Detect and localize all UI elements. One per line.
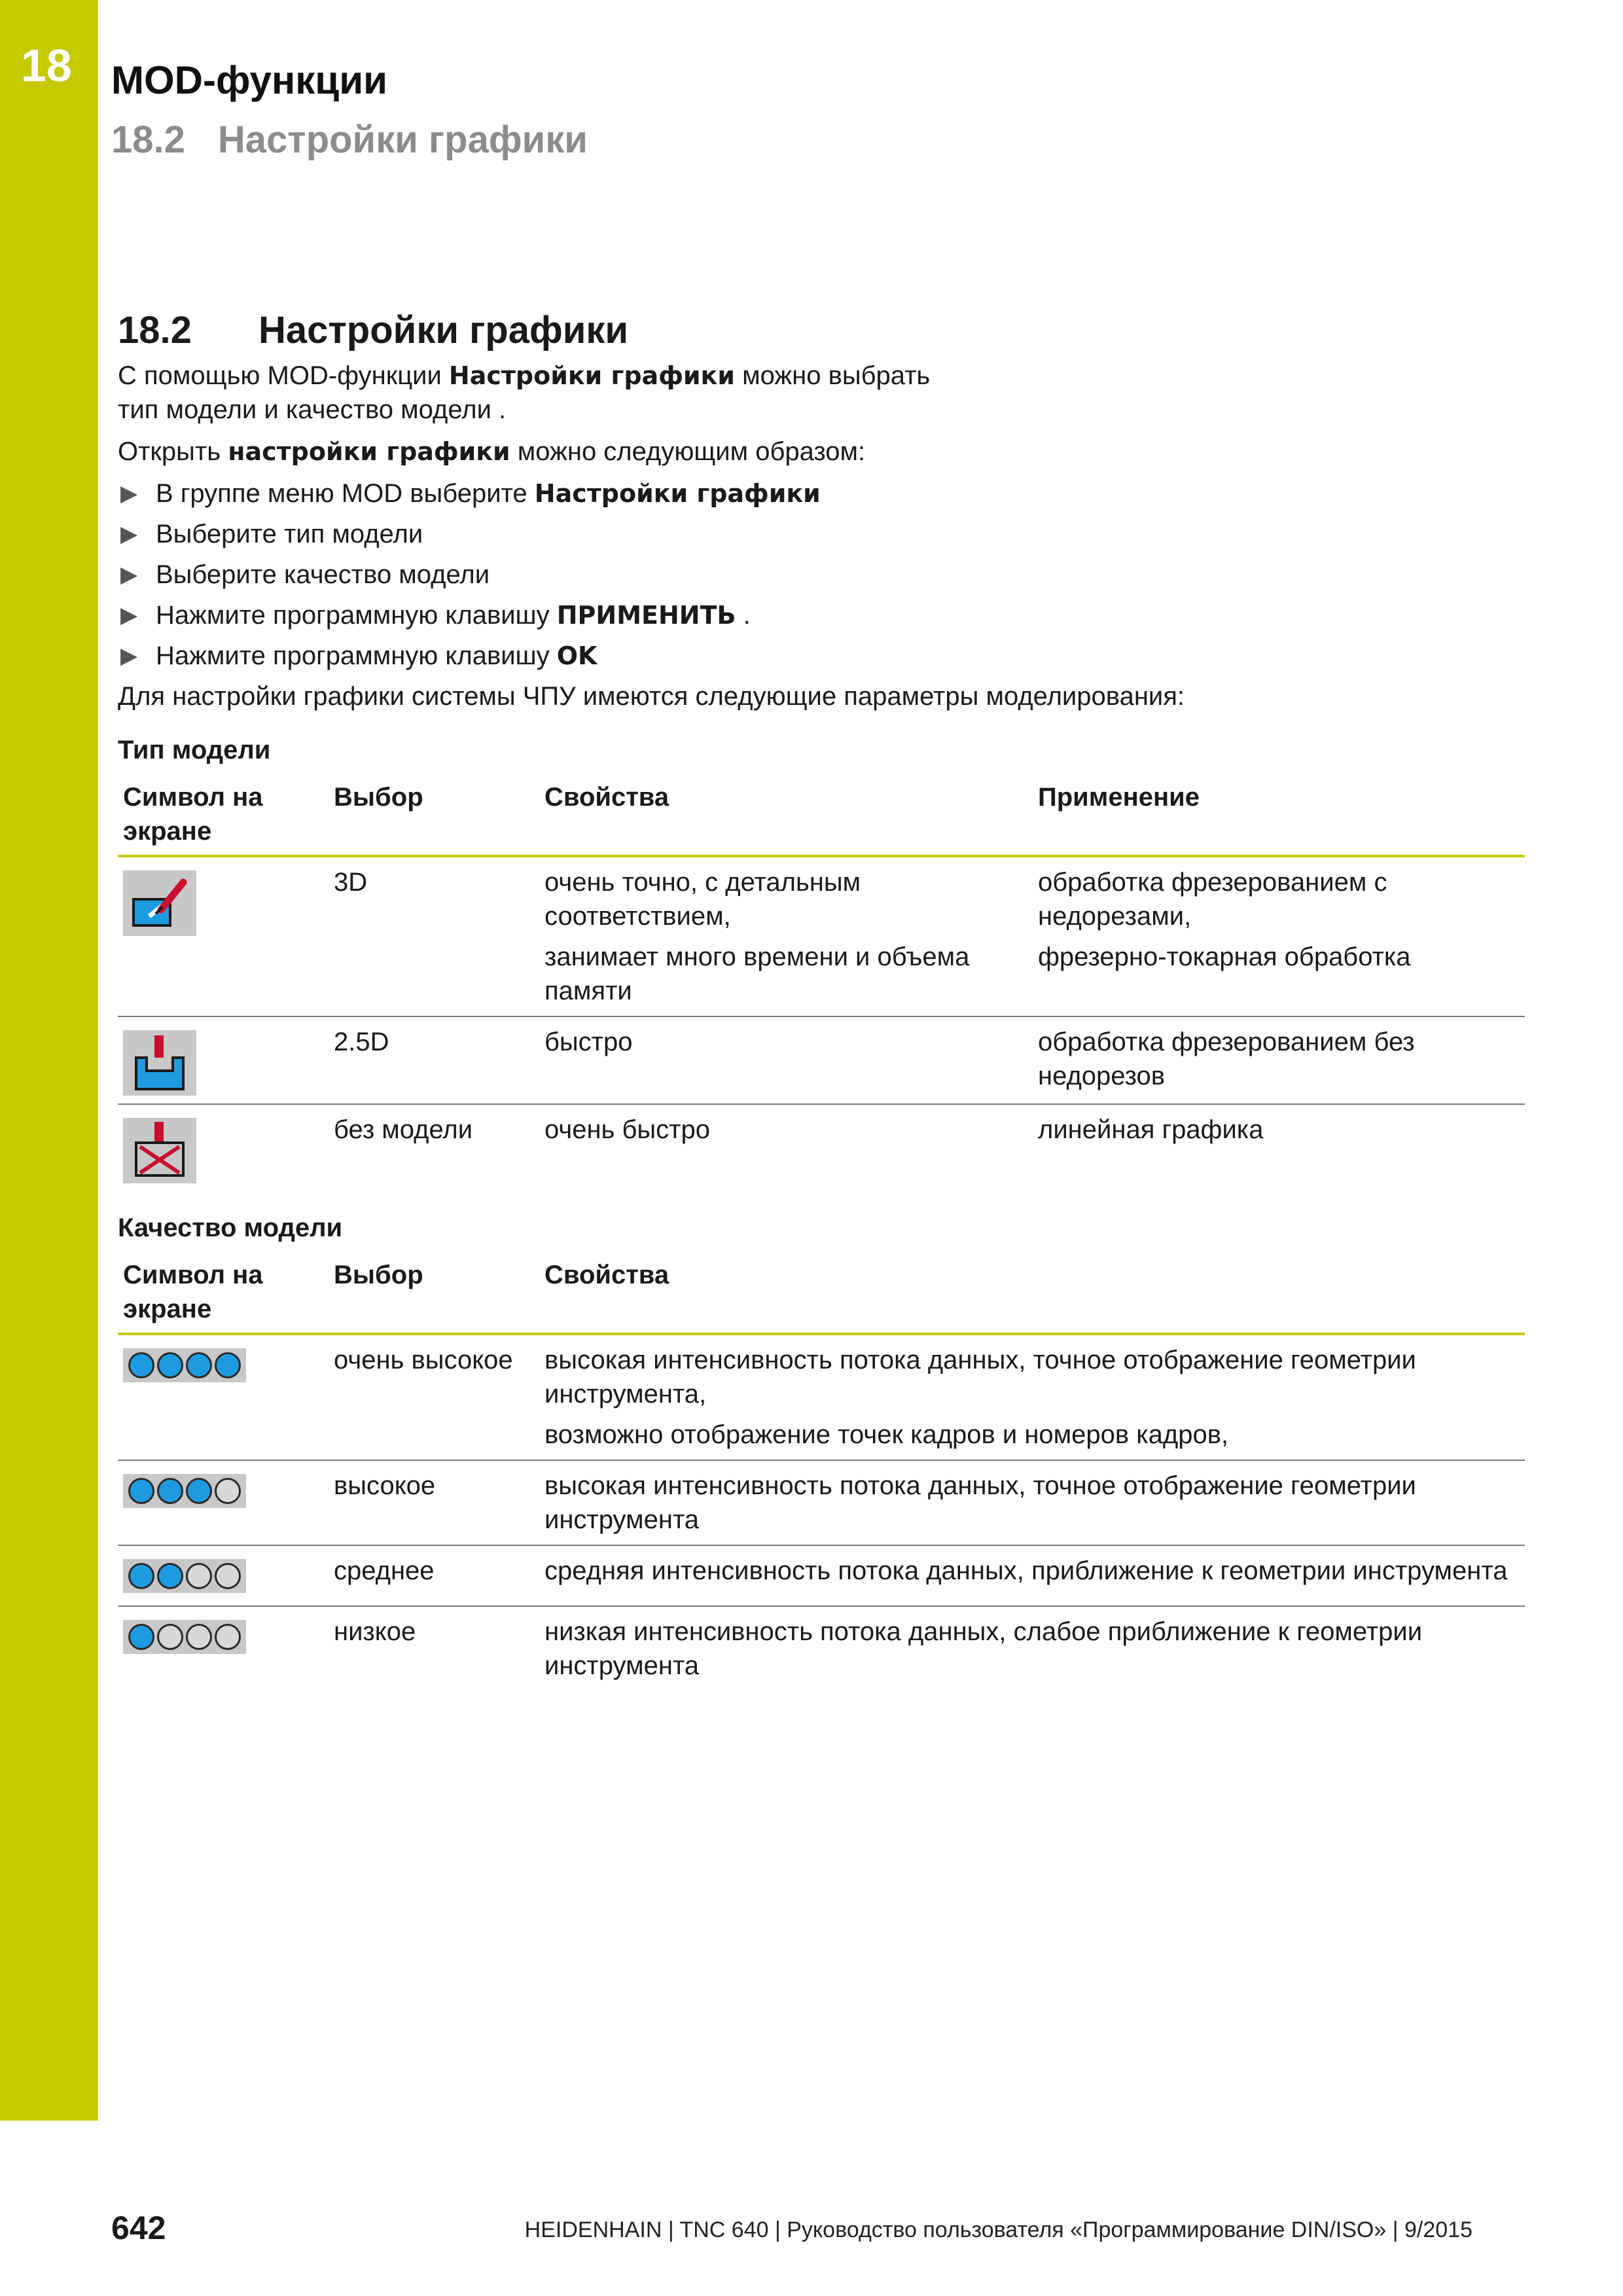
step-item — [118, 598, 1525, 632]
quality-dot-icon — [157, 1352, 183, 1378]
properties-text: высокая интенсивность потока данных, точное отображение геометрии инструмента, — [544, 1346, 1416, 1408]
model-quality-caption: Качество модели — [118, 1213, 343, 1242]
quality-dot-icon — [186, 1624, 212, 1650]
choice-cell: очень высокое — [334, 1346, 513, 1374]
table-row — [118, 856, 1525, 1016]
choice-cell: 2.5D — [334, 1028, 389, 1056]
quality-dot-icon — [128, 1352, 154, 1378]
intro-paragraph — [118, 359, 1525, 427]
header-choice: Выбор — [334, 783, 423, 812]
step-bold: OK — [556, 641, 597, 670]
table-row — [118, 1334, 1525, 1460]
quality-dot-icon — [215, 1624, 241, 1650]
arrow-right-icon: ▶ — [120, 603, 138, 628]
no-model-icon — [123, 1118, 196, 1183]
model-2-5d-icon — [123, 1030, 196, 1096]
symbol-cell — [118, 856, 329, 1016]
section-heading — [118, 308, 1525, 353]
page-content — [118, 308, 1525, 1691]
application-cell: линейная графика — [1038, 1115, 1264, 1144]
open-paragraph — [118, 435, 1525, 469]
intro-text-end: можно выбрать — [734, 361, 931, 390]
symbol-cell — [118, 1606, 329, 1691]
properties-text: занимает много времени и объема памяти — [544, 942, 970, 1005]
model-quality-table — [118, 1253, 1525, 1691]
arrow-right-icon: ▶ — [120, 643, 138, 668]
table-row — [118, 1104, 1525, 1191]
step-text: В группе меню MOD выберите — [156, 479, 535, 508]
quality-dot-icon — [215, 1478, 241, 1504]
intro-text: С помощью MOD-функции — [118, 361, 449, 390]
quality-dot-icon — [215, 1563, 241, 1589]
symbol-cell — [118, 1460, 329, 1545]
properties-cell: высокая интенсивность потока данных, точное отображение геометрии инструмента — [544, 1471, 1416, 1534]
running-header-section-number: 18.2 — [111, 118, 185, 161]
properties-cell — [539, 1334, 1525, 1460]
arrow-right-icon: ▶ — [120, 562, 138, 587]
step-text-end: . — [736, 601, 751, 630]
step-item — [118, 639, 1525, 673]
header-symbol: Символ на экране — [123, 783, 263, 846]
running-header-section-title: Настройки графики — [217, 118, 588, 161]
properties-cell: низкая интенсивность потока данных, слабое приближение к геометрии инструмента — [544, 1617, 1423, 1680]
table-header-row — [118, 775, 1525, 856]
step-text: Нажмите программную клавишу — [156, 641, 557, 670]
section-title: Настройки графики — [259, 309, 629, 351]
table-row — [118, 1606, 1525, 1691]
application-text: фрезерно-токарная обработка — [1038, 942, 1411, 971]
properties-text: возможно отображение точек кадров и номеров кадров, — [544, 1420, 1229, 1449]
choice-cell: высокое — [334, 1471, 436, 1500]
quality-dot-icon — [128, 1563, 154, 1589]
arrow-right-icon: ▶ — [120, 481, 138, 506]
header-application: Применение — [1038, 783, 1200, 812]
quality-dot-icon — [157, 1563, 183, 1589]
quality-dots-icon — [123, 1559, 246, 1593]
chapter-sidebar — [0, 0, 98, 2121]
intro-text-line2: тип модели и качество модели . — [118, 395, 507, 424]
application-cell: обработка фрезерованием без недорезов — [1038, 1028, 1415, 1090]
header-choice: Выбор — [334, 1261, 423, 1289]
section-number: 18.2 — [118, 309, 192, 351]
chapter-title: MOD-функции — [111, 58, 387, 102]
header-symbol: Символ на экране — [123, 1261, 263, 1323]
step-item — [118, 558, 1525, 592]
symbol-cell — [118, 1334, 329, 1460]
quality-dot-icon — [186, 1352, 212, 1378]
quality-dots-icon — [123, 1474, 246, 1508]
quality-dot-icon — [186, 1563, 212, 1589]
open-text: Открыть — [118, 437, 228, 466]
step-bold: ПРИМЕНИТЬ — [556, 601, 736, 630]
model-3d-icon — [123, 870, 196, 936]
table-row — [118, 1016, 1525, 1104]
step-item — [118, 476, 1525, 511]
quality-dots-icon — [123, 1620, 246, 1654]
application-text: обработка фрезерованием с недорезами, — [1038, 868, 1387, 931]
quality-dot-icon — [128, 1624, 154, 1650]
step-bold: Настройки графики — [534, 479, 821, 508]
symbol-cell — [118, 1016, 329, 1104]
page-number: 642 — [111, 2210, 166, 2246]
properties-cell: средняя интенсивность потока данных, приближение к геометрии инструмента — [544, 1556, 1508, 1585]
quality-dot-icon — [186, 1478, 212, 1504]
params-paragraph: Для настройки графики системы ЧПУ имеются следующие параметры моделирования: — [118, 682, 1185, 711]
properties-cell: быстро — [544, 1028, 633, 1056]
properties-cell: очень быстро — [544, 1115, 710, 1144]
model-type-caption: Тип модели — [118, 736, 271, 764]
quality-dot-icon — [157, 1478, 183, 1504]
model-type-table — [118, 775, 1525, 1191]
table-row — [118, 1545, 1525, 1606]
step-item — [118, 517, 1525, 551]
table-row — [118, 1460, 1525, 1545]
intro-bold-term: Настройки графики — [448, 361, 735, 390]
open-text-end: можно следующим образом: — [510, 437, 866, 466]
symbol-cell — [118, 1545, 329, 1606]
footer-text: HEIDENHAIN | TNC 640 | Руководство пользователя «Программирование DIN/ISO» | 9/2015 — [524, 2217, 1472, 2242]
symbol-cell — [118, 1104, 329, 1191]
choice-cell: без модели — [334, 1115, 473, 1144]
header-properties: Свойства — [544, 1261, 669, 1289]
step-text: Выберите качество модели — [156, 560, 490, 589]
step-text: Выберите тип модели — [156, 520, 423, 548]
quality-dots-icon — [123, 1348, 246, 1382]
quality-dot-icon — [128, 1478, 154, 1504]
choice-cell: низкое — [334, 1617, 416, 1646]
properties-text: очень точно, с детальным соответствием, — [544, 868, 861, 931]
choice-cell: 3D — [334, 868, 368, 897]
step-text: Нажмите программную клавишу — [156, 601, 557, 630]
quality-dot-icon — [157, 1624, 183, 1650]
application-cell — [1033, 856, 1525, 1016]
header-properties: Свойства — [544, 783, 669, 812]
open-bold-term: настройки графики — [228, 437, 510, 466]
properties-cell — [539, 856, 1033, 1016]
choice-cell: среднее — [334, 1556, 435, 1585]
running-header-section — [111, 118, 588, 162]
steps-list — [118, 476, 1525, 673]
arrow-right-icon: ▶ — [120, 522, 138, 547]
quality-dot-icon — [215, 1352, 241, 1378]
table-header-row — [118, 1253, 1525, 1334]
chapter-number: 18 — [21, 40, 72, 91]
